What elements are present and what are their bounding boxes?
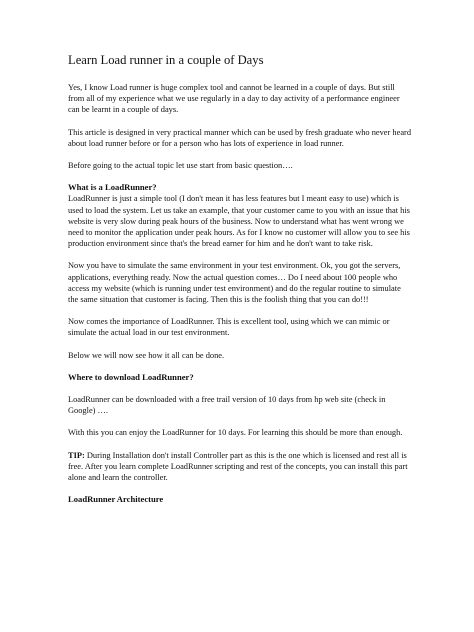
document-page <box>68 52 412 505</box>
section-heading-architecture: LoadRunner Architecture <box>68 494 164 505</box>
intro-paragraph-3: Before going to the actual topic let use start from basic question…. <box>68 161 293 171</box>
section1-paragraph-4: Below we will now see how it all can be done. <box>68 350 225 360</box>
tip-label: TIP: <box>68 450 85 460</box>
tip-paragraph <box>68 450 412 484</box>
section-heading-what-is-loadrunner: What is a LoadRunner? <box>68 182 157 193</box>
section-heading-where-to-download: Where to download LoadRunner? <box>68 371 194 382</box>
tip-text: During Installation don't install Controller part as this is the one which is licensed and rest all is free. After you learn complete LoadRunner scripting and rest of the concepts, you can install this part alone and learn the controller. <box>68 450 408 483</box>
intro-paragraph-1: Yes, I know Load runner is huge complex tool and cannot be learned in a couple of days. But still from all of my experience what we use regularly in a day to day activity of a performance engineer can be learnt in a couple of days. <box>68 83 400 115</box>
document-title: Learn Load runner in a couple of Days <box>68 53 264 67</box>
section1-paragraph-1: LoadRunner is just a simple tool (I don't mean it has less features but I meant easy to use) which is used to load the system. Let us take an example, that your customer came to you with an issue that his website is very slow during peak hours of the business. Now to understand what has went wrong we need to monitor the application under peak hours. As for I know no customer will allow you to see his production environment since that's the bread earner for him and he don't want to take risk. <box>68 194 410 249</box>
section2-paragraph-2: With this you can enjoy the LoadRunner for 10 days. For learning this should be more than enough. <box>68 428 403 438</box>
intro-paragraph-2: This article is designed in very practical manner which can be used by fresh graduate who never heard about load runner before or for a person who has lots of experience in load runner. <box>68 127 412 148</box>
section2-paragraph-1: LoadRunner can be downloaded with a free trail version of 10 days from hp web site (check in Google) …. <box>68 395 386 416</box>
section1-paragraph-3: Now comes the importance of LoadRunner. This is excellent tool, using which we can mimic or simulate the actual load in our test environment. <box>68 317 390 338</box>
section1-paragraph-2: Now you have to simulate the same environment in your test environment. Ok, you got the servers, applications, everything ready. Now the actual question comes… Do I need about 100 people who access my website (which is running under test environment) and do the regular routine to simulate the same situation that customer is facing. Then this is the foolish thing that you can do!!! <box>68 261 401 305</box>
